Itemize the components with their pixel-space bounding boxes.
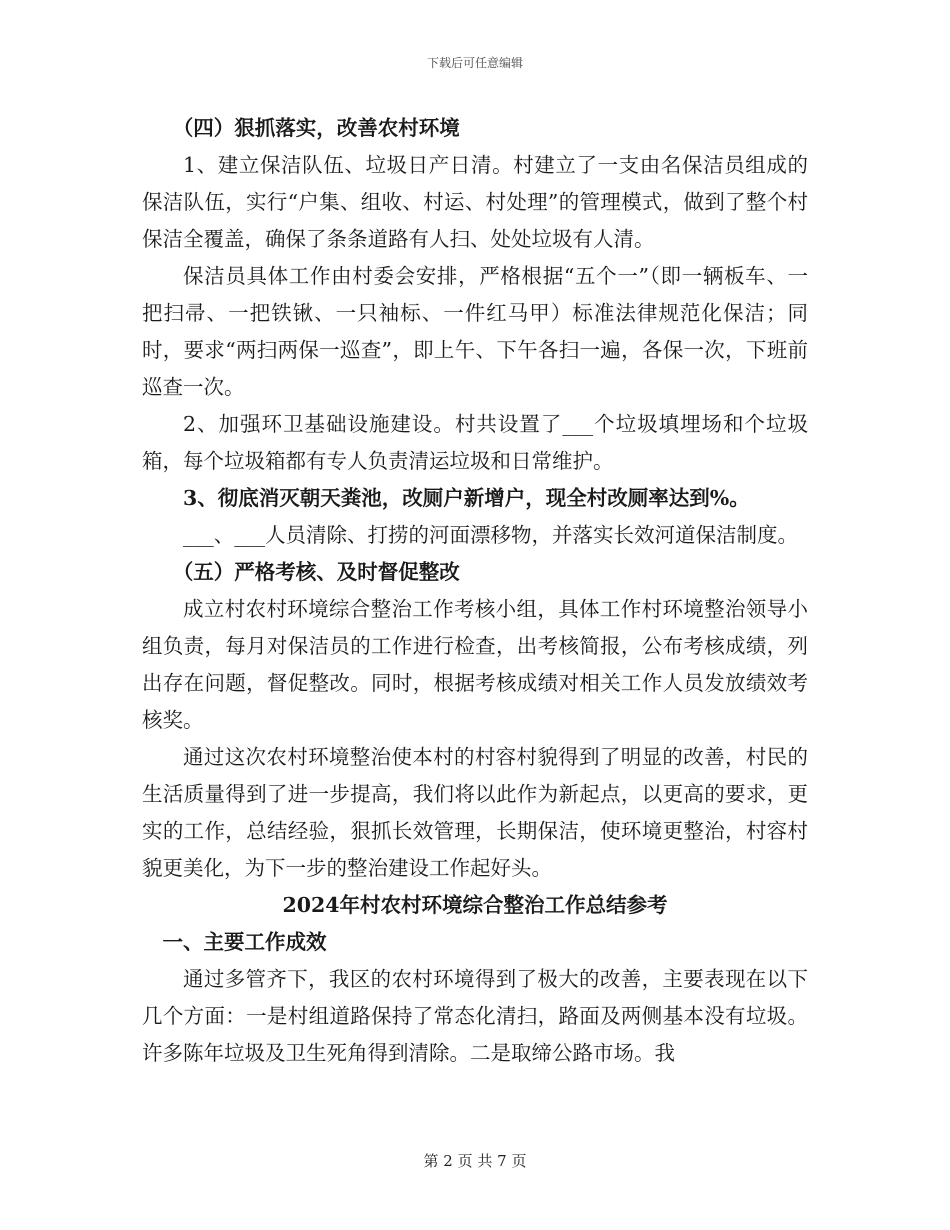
section-heading-4: （四）狠抓落实，改善农村环境 <box>172 116 460 140</box>
paragraph: 2、加强环卫基础设施建设。村共设置了___个垃圾填埋场和个垃圾箱，每个垃圾箱都有专人负责清运垃圾和日常维护。 <box>142 412 808 473</box>
header-note: 下载后可任意编辑 <box>426 56 523 70</box>
page-number: 第 2 页 共 7 页 <box>423 1152 527 1170</box>
paragraph: 通过多管齐下，我区的农村环境得到了极大的改善，主要表现在以下几个方面：一是村组道路保持了常态化清扫，路面及两侧基本没有垃圾。许多陈年垃圾及卫生死角得到清除。二是取缔公路市场。我 <box>142 967 808 1065</box>
document-title: 2024年村农村环境综合整治工作总结参考 <box>282 893 668 917</box>
paragraph-bold: 3、彻底消灭朝天粪池，改厕户新增户，现全村改厕率达到%。 <box>183 486 750 510</box>
paragraph: 保洁员具体工作由村委会安排，严格根据“五个一”（即一辆板车、一把扫帚、一把铁锹、一只袖标、一件红马甲）标准法律规范化保洁；同时，要求“两扫两保一巡查”，即上午、下午各扫一遍，各保一次，下班前巡查一次。 <box>142 264 808 399</box>
paragraph: 成立村农村环境综合整治工作考核小组，具体工作村环境整治领导小组负责，每月对保洁员的工作进行检查，出考核简报，公布考核成绩，列出存在问题，督促整改。同时，根据考核成绩对相关工作人员发放绩效考核奖。 <box>142 597 808 732</box>
paragraph: 通过这次农村环境整治使本村的村容村貌得到了明显的改善，村民的生活质量得到了进一步提高，我们将以此作为新起点，以更高的要求，更实的工作，总结经验，狠抓长效管理，长期保洁，使环境更整治，村容村貌更美化，为下一步的整治建设工作起好头。 <box>142 745 808 880</box>
document-body <box>142 110 808 1072</box>
paragraph: 1、建立保洁队伍、垃圾日产日清。村建立了一支由名保洁员组成的保洁队伍，实行“户集、组收、村运、村处理”的管理模式，做到了整个村保洁全覆盖，确保了条条道路有人扫、处处垃圾有人清。 <box>142 153 808 251</box>
paragraph: ___、___人员清除、打捞的河面漂移物，并落实长效河道保洁制度。 <box>183 523 798 547</box>
section-heading-5: （五）严格考核、及时督促整改 <box>172 560 460 584</box>
section-heading-1: 一、主要工作成效 <box>162 930 327 954</box>
